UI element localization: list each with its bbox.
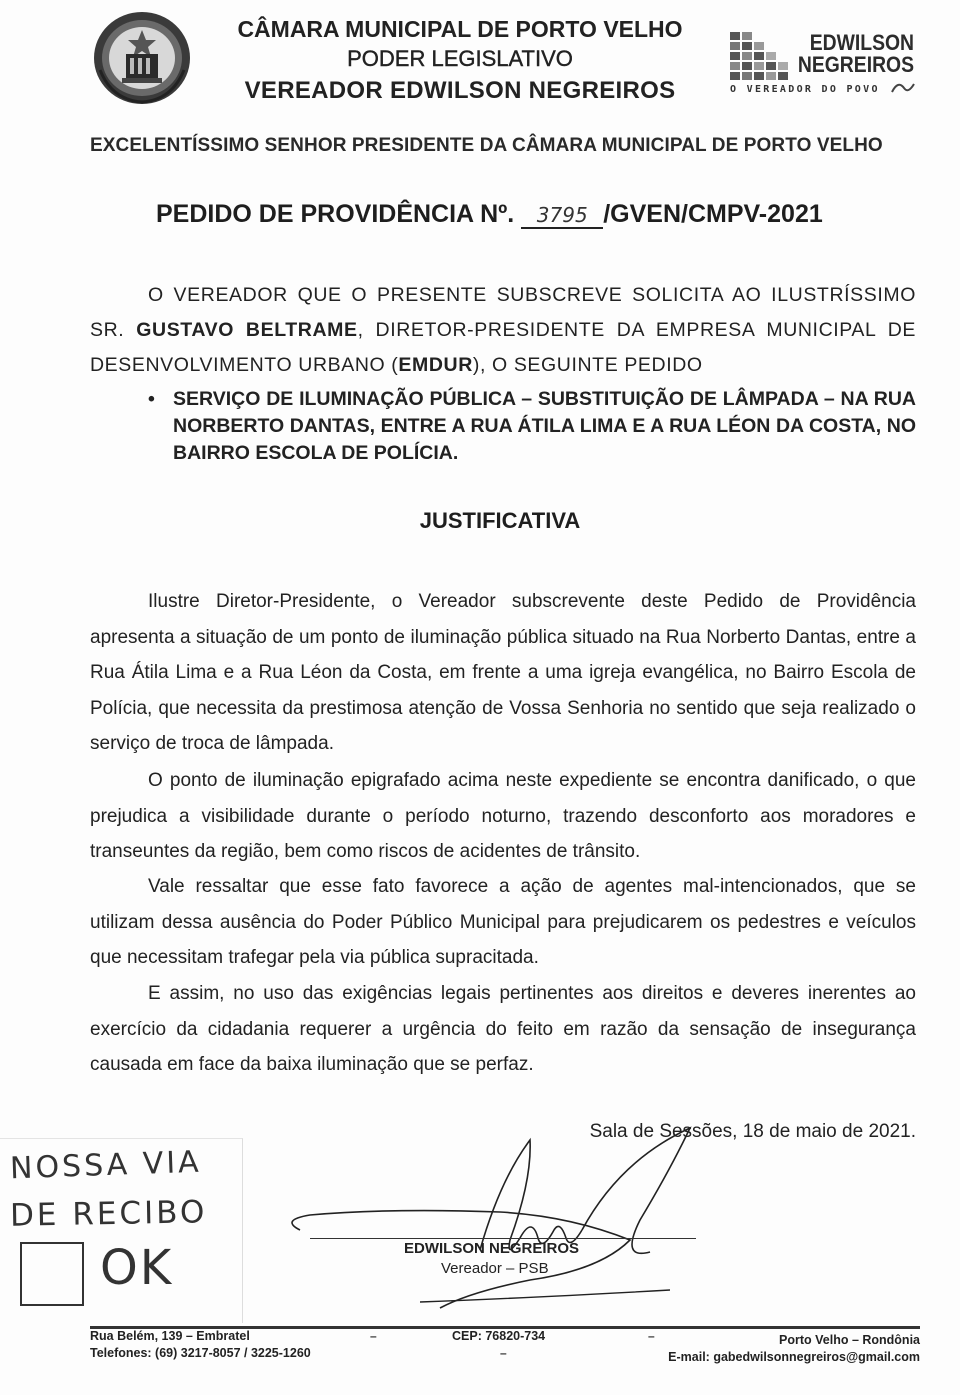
justification-paragraph: Vale ressaltar que esse fato favorece a ação de agentes mal-intencionados, que se utilizam dessa ausência do Poder Público Municipal para prejudicarem os pedestres e veículos que necessitam trafegar pela via pública supracitada. [90,876,916,968]
title-suffix: /GVEN/CMPV-2021 [603,200,823,228]
justification-paragraph: Ilustre Diretor-Presidente, o Vereador subscrevente deste Pedido de Providência apresenta a situação de um ponto de iluminação pública situado na Rua Norberto Dantas, entre a Rua Átila Lima e a Rua Léon da Costa, em frente a uma igreja evangélica, no Bairro Escola de Polícia, que necessita da prestimosa atenção de Vossa Senhoria no sentido que seja realizado o serviço de troca de lâmpada. [90,591,916,754]
request-number: 3795 [521,203,603,229]
handwritten-note-line2: DE RECIBO [9,1194,208,1234]
footer-separator: – [648,1329,655,1343]
addressee: EXCELENTÍSSIMO SENHOR PRESIDENTE DA CÂMARA MUNICIPAL DE PORTO VELHO [90,135,883,156]
justification-paragraph: E assim, no uso das exigências legais pertinentes aos direitos e deveres inerentes ao exercício da cidadania requerer a urgência do feito em razão da sensação de insegurança causada em face da baixa iluminação que se perfaz. [90,983,916,1075]
intro-paragraph [90,278,916,383]
footer-separator: – [500,1346,507,1360]
brand-logo [728,28,918,104]
director-name: GUSTAVO BELTRAME [136,319,358,341]
brand-swirl-icon [890,78,916,98]
intro-text-2: , DIRETOR-PRESIDENTE DA EMPRESA MUNICIPAL DE DESENVOLVIMENTO URBANO ( [90,319,916,376]
footer-separator: – [370,1329,377,1343]
header-branch: PODER LEGISLATIVO [347,46,573,71]
handwritten-note-line1: NOSSA VIA [9,1144,203,1187]
request-item-text: SERVIÇO DE ILUMINAÇÃO PÚBLICA – SUBSTITUIÇÃO DE LÂMPADA – NA RUA NORBERTO DANTAS, ENTRE A RUA ÁTILA LIMA E A RUA LÉON DA COSTA, NO BAIRRO ESCOLA DE POLÍCIA. [173,388,916,464]
place-date: Sala de Sessões, 18 de maio de 2021. [589,1121,916,1142]
request-item [148,386,916,467]
brand-tagline: O VEREADOR DO POVO [730,84,880,95]
brand-name-line1: EDWILSON [809,30,914,55]
justification-paragraph: O ponto de iluminação epigrafado acima neste expediente se encontra danificado, o que prejudica a visibilidade durante o período noturno, trazendo desconforto aos moradores e transeuntes da região, bem como riscos de acidentes de trânsito. [90,770,916,862]
handwritten-note-ok: OK [100,1240,174,1296]
header-institution: CÂMARA MUNICIPAL DE PORTO VELHO [237,16,683,42]
title-prefix: PEDIDO DE PROVIDÊNCIA Nº. [156,200,515,228]
justification-heading: JUSTIFICATIVA [419,508,581,533]
intro-text-1: O VEREADOR QUE O PRESENTE SUBSCREVE SOLICITA AO ILUSTRÍSSIMO SR. [90,284,916,341]
brand-grid-icon [728,30,790,86]
signer-name: EDWILSON NEGREIROS [404,1240,580,1257]
header-councilor: VEREADOR EDWILSON NEGREIROS [244,77,676,104]
footer-cep: CEP: 76820-734 [452,1329,546,1343]
signer-role: Vereador – PSB [441,1260,549,1277]
handwritten-signature [270,1120,710,1320]
organization-acronym: EMDUR [398,354,473,376]
municipal-seal-icon [92,10,192,106]
bullet-icon: • [148,388,155,410]
signature-line [310,1238,696,1239]
brand-name [798,32,914,76]
footer-email: E-mail: gabedwilsonnegreiros@gmail.com [668,1350,920,1364]
document-title [156,200,823,229]
brand-name-line2: NEGREIROS [797,52,914,77]
footer-phones: Telefones: (69) 3217-8057 / 3225-1260 [90,1346,311,1360]
footer-address: Rua Belém, 139 – Embratel [90,1329,250,1343]
footer-city: Porto Velho – Rondônia [779,1333,920,1347]
intro-text-3: ), O SEGUINTE PEDIDO [472,354,703,376]
handwritten-checkbox [20,1242,84,1306]
